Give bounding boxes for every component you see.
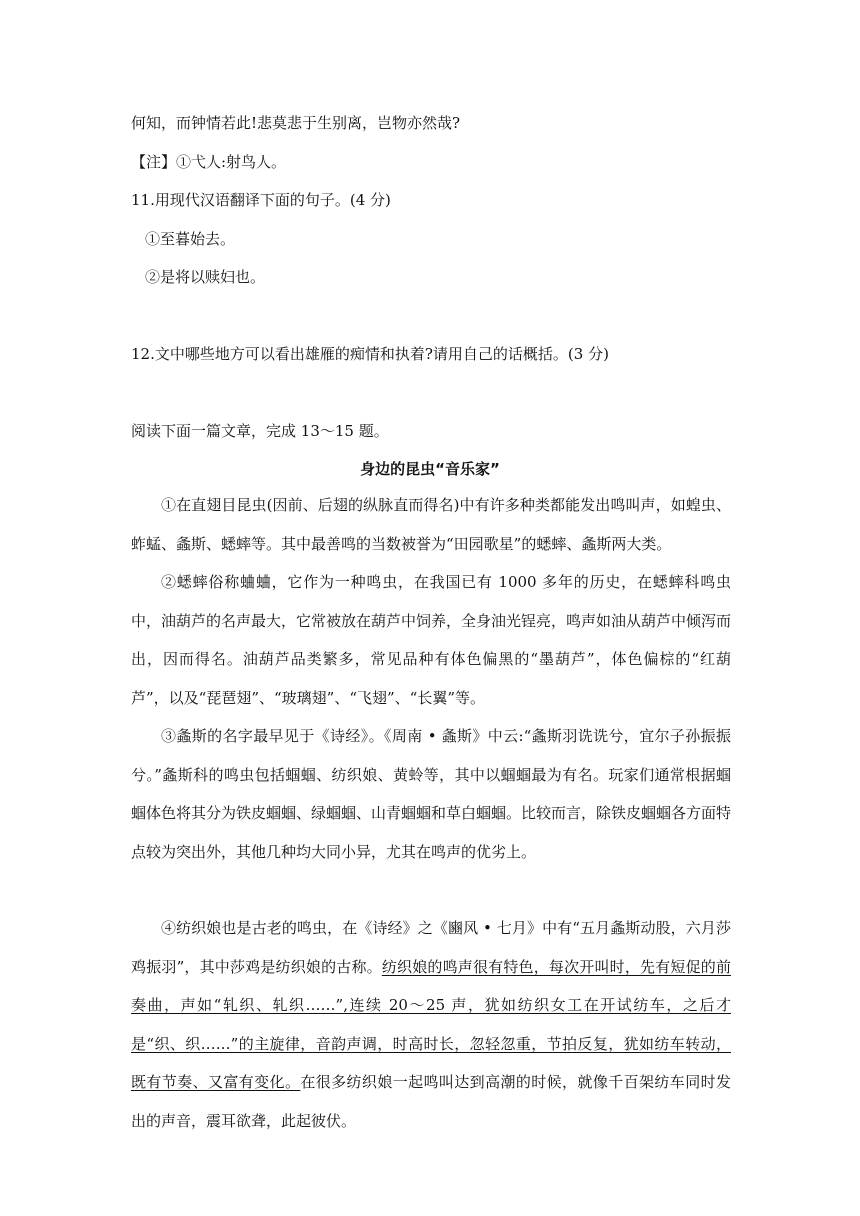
paragraph-3: ③螽斯的名字最早见于《诗经》。《周南 • 螽斯》中云:“螽斯羽诜诜兮，宜尔子孙振振兮。”螽斯科的鸣虫包括蝈蝈、纺织娘、黄蛉等，其中以蝈蝈最为有名。玩家们通常根据蝈蝈体色将其分为铁皮蝈蝈、绿蝈蝈、山青蝈蝈和草白蝈蝈。比较而言，除铁皮蝈蝈各方面特点较为突出外，其他几种均大同小异，尤其在鸣声的优劣上。 (131, 727, 732, 861)
article-title: 身边的昆虫“音乐家” (360, 460, 500, 478)
paragraph-2: ②蟋蟀俗称蛐蛐，它作为一种鸣虫，在我国已有 1000 多年的历史，在蟋蟀科鸣虫中，油葫芦的名声最大，它常被放在葫芦中饲养，全身油光锃亮，鸣声如油从葫芦中倾泻而出，因而得名。油葫芦品类繁多，常见品种有体色偏黑的“墨葫芦”，体色偏棕的“红葫芦”，以及“琵琶翅”、“玻璃翅”、“飞翅”、“长翼”等。 (131, 573, 732, 707)
text-line-ending: 何知，而钟情若此!悲莫悲于生别离，岂物亦然哉? (131, 114, 461, 132)
question-12: 12.文中哪些地方可以看出雄雁的痴情和执着?请用自己的话概括。(3 分) (131, 345, 609, 363)
question-11-item-2: ②是将以赎妇也。 (145, 268, 266, 286)
paragraph-1: ①在直翅目昆虫(因前、后翅的纵脉直而得名)中有许多种类都能发出鸣叫声，如蝗虫、蚱蜢、螽斯、蟋蟀等。其中最善鸣的当数被誉为“田园歌星”的蟋蟀、螽斯两大类。 (131, 496, 731, 553)
paragraph-4 (131, 909, 731, 1140)
footnote: 【注】①弋人:射鸟人。 (131, 153, 287, 171)
reading-instruction: 阅读下面一篇文章，完成 13～15 题。 (131, 422, 389, 440)
question-11: 11.用现代汉语翻译下面的句子。(4 分) (131, 191, 391, 209)
paragraph-4-intro: ④纺织娘也是古老的鸣虫，在《诗经》之《豳风 • 七月》中有“五月螽斯动股，六月莎鸡振羽”，其中莎鸡是纺织娘的古称。 (131, 919, 731, 976)
paragraph-4-ending: 在很多纺织娘一起鸣叫达到高潮的时候，就像千百架纺车同时发出的声音，震耳欲聋，此起彼伏。 (131, 1073, 731, 1130)
question-11-item-1: ①至暮始去。 (145, 230, 236, 248)
underlined-passage: 纺织娘的鸣声很有特色，每次开叫时，先有短促的前奏曲，声如“轧织、轧织……”,连续 20～25 声，犹如纺织女工在开试纺车，之后才是“织、织……”的主旋律，音韵声调，时高时长，忽轻忽重，节拍反复，犹如纺车转动，既有节奏、又富有变化。 (131, 957, 731, 1091)
